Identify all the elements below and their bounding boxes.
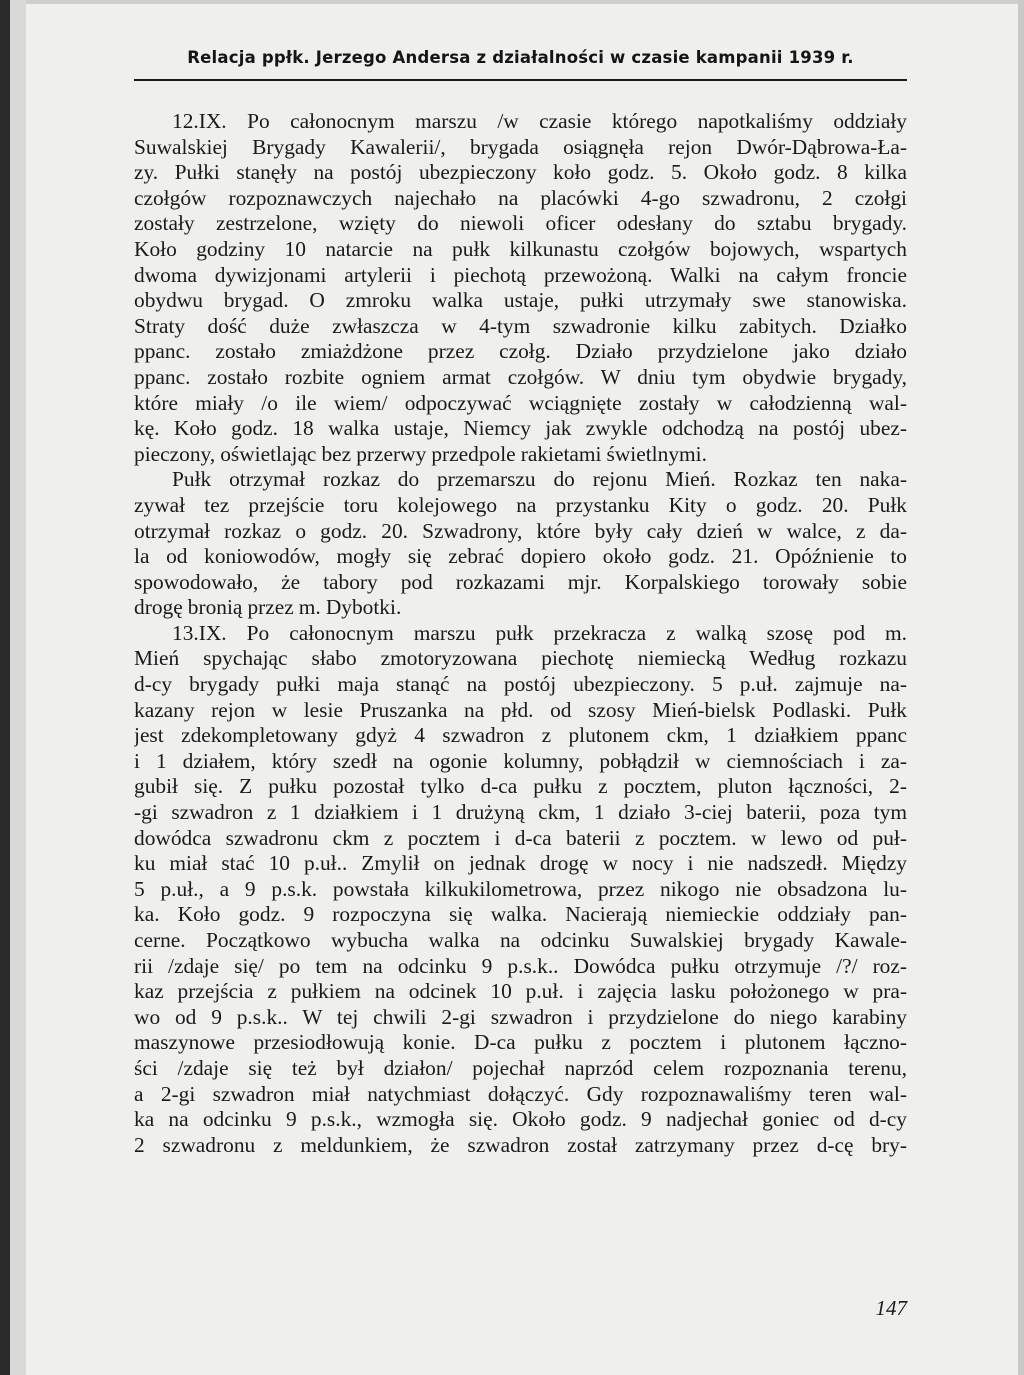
text-line: pieczony, oświetlając bez przerwy przedpole rakietami świetlnymi. [134,441,707,466]
text-line: 2 szwadronu z meldunkiem, że szwadron został zatrzymany przez d-cę bry- [134,1132,907,1157]
text-line: Pułk otrzymał rozkaz do przemarszu do rejonu Mień. Rozkaz ten naka- [172,467,907,492]
text-line: kę. Koło godz. 18 walka ustaje, Niemcy jak zwykle odchodzą na postój ubez- [134,416,907,441]
text-line: ści /zdaje się też był działon/ pojechał naprzód celem rozpoznania terenu, [134,1055,907,1080]
running-head: Relacja ppłk. Jerzego Andersa z działalności w czasie kampanii 1939 r. [187,48,854,67]
text-line: ppanc. zostało rozbite ogniem armat czołgów. W dniu tym obydwie brygady, [134,364,907,389]
text-line: la od koniowodów, mogły się zebrać dopiero około godz. 21. Opóźnienie to [134,544,907,569]
text-line: Mień spychając słabo zmotoryzowana piechotę niemiecką Według rozkazu [134,646,907,671]
text-line: spowodowało, że tabory pod rozkazami mjr. Korpalskiego torowały sobie [134,569,907,594]
text-line: Suwalskiej Brygady Kawalerii/, brygada osiągnęła rejon Dwór-Dąbrowa-Ła- [134,134,907,159]
text-line: obydwu brygad. O zmroku walka ustaje, pułki utrzymały swe stanowiska. [134,288,907,313]
text-line: jest zdekompletowany gdyż 4 szwadron z plutonem ckm, 1 działkiem ppanc [134,723,907,748]
text-line: 13.IX. Po całonocnym marszu pułk przekracza z walką szosę pod m. [172,620,907,645]
text-line: które miały /o ile wiem/ odpoczywać wciągnięte zostały w całodzienną wal- [134,390,907,415]
text-line: -gi szwadron z 1 działkiem i 1 drużyną ckm, 1 działo 3-ciej baterii, poza tym [134,800,907,825]
text-line: i 1 działem, który szedł na ogonie kolumny, pobłądził w ciemnościach i za- [134,748,907,773]
text-line: rii /zdaje się/ po tem na odcinku 9 p.s.k.. Dowódca pułku otrzymuje /?/ roz- [134,953,907,978]
book-spine-shadow [0,0,10,1375]
text-line: dowódca szwadronu ckm z pocztem i d-ca baterii z pocztem. w lewo od puł- [134,825,907,850]
running-head-rule [134,79,907,81]
text-line: czołgów rozpoznawczych najechało na placówki 4-go szwadronu, 2 czołgi [134,185,907,210]
text-line: zostały zestrzelone, wzięty do niewoli oficer odesłany do sztabu brygady. [134,211,907,236]
text-line: dwoma dywizjonami artylerii i piechotą przewożoną. Walki na całym froncie [134,262,907,287]
page-right-edge [1018,0,1024,1375]
text-line: kaz przejścia z pułkiem na odcinek 10 p.uł. i zajęcia lasku położonego w pra- [134,979,907,1004]
text-line: zywał tez przejście toru kolejowego na przystanku Kity o godz. 20. Pułk [134,492,907,517]
text-line: ppanc. zostało zmiażdżone przez czołg. Działo przydzielone jako działo [134,339,907,364]
text-line: 5 p.uł., a 9 p.s.k. powstała kilkukilometrowa, przez nikogo nie obsadzona lu- [134,876,907,901]
book-gutter [10,0,26,1375]
text-line: zy. Pułki stanęły na postój ubezpieczony koło godz. 5. Około godz. 8 kilka [134,160,907,185]
text-line: 12.IX. Po całonocnym marszu /w czasie którego napotkaliśmy oddziały [172,109,907,133]
text-line: ka. Koło godz. 9 rozpoczyna się walka. Nacierają niemieckie oddziały pan- [134,902,907,927]
text-line: cerne. Początkowo wybucha walka na odcinku Suwalskiej brygady Kawale- [134,928,907,952]
text-line: kazany rejon w lesie Pruszanka na płd. od szosy Mień-bielsk Podlaski. Pułk [134,697,907,722]
text-line: Koło godziny 10 natarcie na pułk kilkunastu czołgów bojowych, wspartych [134,236,907,261]
text-line: gubił się. Z pułku pozostał tylko d-ca pułku z pocztem, pluton łączności, 2- [134,774,907,799]
text-line: Straty dość duże zwłaszcza w 4-tym szwadronie kilku zabitych. Działko [134,313,907,338]
page-top-edge [26,0,1024,4]
text-line: d-cy brygady pułki maja stanąć na postój ubezpieczony. 5 p.uł. zajmuje na- [134,672,907,697]
text-line: ka na odcinku 9 p.s.k., wzmogła się. Około godz. 9 nadjechał goniec od d-cy [134,1107,907,1132]
text-line: wo od 9 p.s.k.. W tej chwili 2-gi szwadron i przydzielone do niego karabiny [134,1004,907,1029]
text-line: otrzymał rozkaz o godz. 20. Szwadrony, które były cały dzień w walce, z da- [134,518,907,543]
text-line: maszynowe przesiodłowują konie. D-ca pułku z pocztem i plutonem łączno- [134,1030,907,1055]
text-line: a 2-gi szwadron miał natychmiast dołączyć. Gdy rozpoznawaliśmy teren wal- [134,1081,907,1106]
body-text [134,109,907,1158]
page-number: 147 [875,1296,907,1320]
text-line: drogę bronią przez m. Dybotki. [134,595,402,620]
text-line: ku miał stać 10 p.uł.. Zmylił on jednak drogę w nocy i nie nadszedł. Między [134,851,907,876]
